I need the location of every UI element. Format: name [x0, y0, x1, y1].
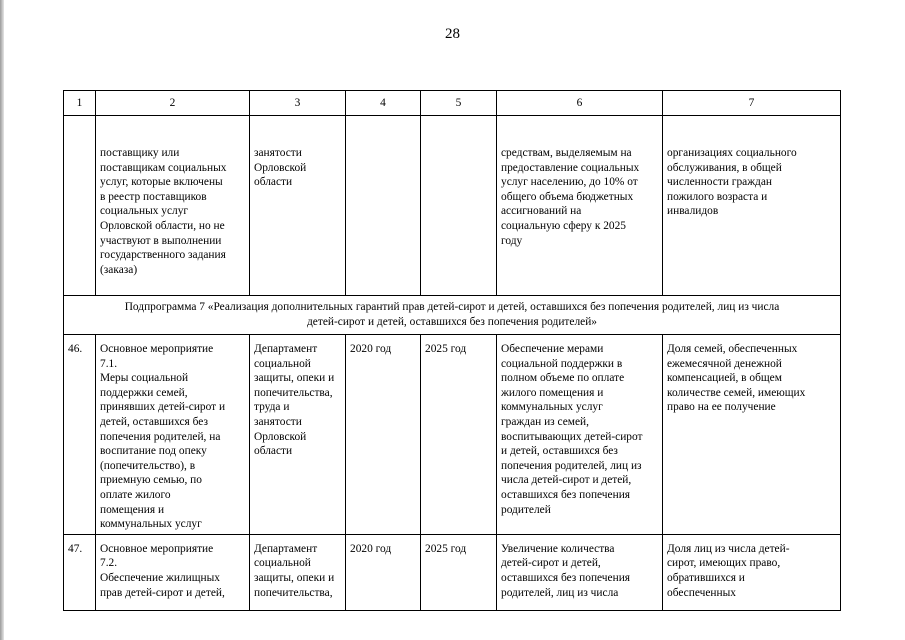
cell-text-line: обеспеченных	[667, 586, 736, 599]
executor-cell	[250, 534, 346, 610]
cell-text-line: Доля лиц из числа детей-	[667, 542, 790, 555]
cell-text-line: участвуют в выполнении	[100, 234, 222, 247]
cell-text-line: занятости	[254, 415, 302, 428]
cell-text-line: Доля семей, обеспеченных	[667, 343, 798, 355]
subprogram-row	[64, 296, 841, 335]
end-year-cell: 2025 год	[421, 335, 497, 535]
cell-text-line: социальную сферу к 2025	[501, 219, 627, 232]
table-header-row	[64, 91, 841, 116]
cell-text-line: ежемесячной денежной	[667, 357, 782, 370]
cell-text-line: поставщику или	[100, 147, 180, 159]
table-row	[64, 116, 841, 296]
cell-text-line: жилого помещения и	[501, 386, 604, 399]
cell-text-line: прав детей-сирот и детей,	[100, 586, 225, 599]
cell-text-line: 7.1.	[100, 357, 118, 370]
cell-text-line: социальной поддержки в	[501, 357, 623, 370]
cell-text-line: обратившихся и	[667, 571, 745, 584]
cell-text-line: воспитание под опеку	[100, 445, 207, 458]
cell-text-line: средствам, выделяемым на	[501, 147, 632, 159]
cell-text-line: поддержки семей,	[100, 386, 188, 399]
cell-text-line: услуг, которые включены	[100, 176, 223, 189]
cell-text-line: детей-сирот и детей,	[501, 557, 601, 570]
indicator-cell	[663, 116, 841, 296]
end-year-cell	[421, 116, 497, 296]
cell-text-line: право на ее получение	[667, 401, 776, 414]
cell-text-line: сирот, имеющих право,	[667, 557, 781, 570]
cell-text-line: (попечительство), в	[100, 459, 196, 472]
cell-text-line: попечения родителей, на	[100, 430, 221, 443]
cell-text-line: попечительства,	[254, 386, 333, 399]
header-cell: 5	[421, 91, 497, 116]
cell-text-line: в реестр поставщиков	[100, 190, 207, 203]
measure-cell	[96, 335, 250, 535]
header-cell: 3	[250, 91, 346, 116]
indicator-cell	[663, 534, 841, 610]
cell-text-line: полном объеме по оплате	[501, 372, 625, 385]
cell-text-line: (заказа)	[100, 263, 138, 276]
cell-text-line: родителей	[501, 503, 551, 516]
cell-text-line: оплате жилого	[100, 488, 171, 501]
cell-text-line: числа детей-сирот и детей,	[501, 474, 632, 487]
cell-text-line: области	[254, 445, 293, 458]
header-cell: 7	[663, 91, 841, 116]
scan-edge	[0, 0, 4, 640]
cell-text-line: Основное мероприятие	[100, 542, 214, 555]
cell-text-line: занятости	[254, 147, 302, 159]
cell-text-line: ассигнований на	[501, 205, 582, 218]
row-number-cell: 47.	[64, 534, 96, 610]
page-number: 28	[445, 26, 460, 42]
cell-text-line: компенсацией, в общем	[667, 372, 782, 385]
cell-text-line: Орловской	[254, 430, 307, 443]
header-cell: 1	[64, 91, 96, 116]
cell-text-line: социальной	[254, 557, 311, 570]
executor-cell	[250, 116, 346, 296]
row-number-cell	[64, 116, 96, 296]
cell-text-line: социальной	[254, 357, 311, 370]
cell-text-line: Обеспечение мерами	[501, 343, 604, 355]
cell-text-line: труда и	[254, 401, 290, 414]
cell-text-line: области	[254, 176, 293, 189]
cell-text-line: Департамент	[254, 542, 318, 555]
subprogram-title	[64, 296, 841, 335]
cell-text-line: Департамент	[254, 343, 318, 355]
cell-text-line: Орловской области, но не	[100, 219, 225, 232]
measure-cell	[96, 534, 250, 610]
executor-cell	[250, 335, 346, 535]
cell-text-line: предоставление социальных	[501, 161, 640, 174]
cell-text-line: попечительства,	[254, 586, 333, 599]
start-year-cell: 2020 год	[346, 534, 421, 610]
cell-text-line: защиты, опеки и	[254, 571, 335, 584]
cell-text-line: организациях социального	[667, 147, 797, 159]
cell-text-line: количестве семей, имеющих	[667, 386, 806, 399]
program-table	[63, 90, 841, 611]
start-year-cell	[346, 116, 421, 296]
expected-result-cell	[497, 335, 663, 535]
cell-text-line: граждан из семей,	[501, 415, 589, 428]
cell-text-line: воспитывающих детей-сирот	[501, 430, 643, 443]
cell-text-line: Меры социальной	[100, 372, 189, 385]
cell-text-line: оставшихся без попечения	[501, 571, 631, 584]
cell-text-line: коммунальных услуг	[501, 401, 603, 414]
end-year-cell: 2025 год	[421, 534, 497, 610]
cell-text-line: и детей, оставшихся без	[501, 445, 618, 458]
cell-text-line: детей-сирот и детей, оставшихся без попечения родителей»	[307, 316, 597, 328]
cell-text-line: Увеличение количества	[501, 542, 615, 555]
cell-text-line: принявших детей-сирот и	[100, 401, 226, 414]
cell-text-line: помещения и	[100, 503, 165, 516]
cell-text-line: обслуживания, в общей	[667, 161, 782, 174]
cell-text-line: оставшихся без попечения	[501, 488, 631, 501]
cell-text-line: Обеспечение жилищных	[100, 571, 220, 584]
expected-result-cell	[497, 116, 663, 296]
cell-text-line: детей, оставшихся без	[100, 415, 208, 428]
cell-text-line: Основное мероприятие	[100, 343, 214, 355]
cell-text-line: поставщикам социальных	[100, 161, 227, 174]
cell-text-line: попечения родителей, лиц из	[501, 459, 642, 472]
cell-text-line: Подпрограмма 7 «Реализация дополнительных гарантий прав детей-сирот и детей, оставшихся без попечения родителей, лиц из числа	[124, 301, 780, 314]
cell-text-line: инвалидов	[667, 205, 719, 218]
table-row	[64, 534, 841, 610]
cell-text-line: общего объема бюджетных	[501, 190, 634, 203]
cell-text-line: 7.2.	[100, 557, 118, 570]
start-year-cell: 2020 год	[346, 335, 421, 535]
cell-text-line: государственного задания	[100, 249, 226, 262]
table-row	[64, 335, 841, 535]
cell-text-line: численности граждан	[667, 176, 773, 189]
expected-result-cell	[497, 534, 663, 610]
indicator-cell	[663, 335, 841, 535]
cell-text-line: услуг населению, до 10% от	[501, 176, 638, 189]
cell-text-line: году	[501, 234, 523, 247]
cell-text-line: коммунальных услуг	[100, 518, 202, 531]
cell-text-line: пожилого возраста и	[667, 190, 768, 203]
cell-text-line: Орловской	[254, 161, 307, 174]
cell-text-line: социальных услуг	[100, 205, 189, 218]
header-cell: 2	[96, 91, 250, 116]
cell-text-line: родителей, лиц из числа	[501, 586, 619, 599]
cell-text-line: приемную семью, по	[100, 474, 202, 487]
measure-cell	[96, 116, 250, 296]
header-cell: 6	[497, 91, 663, 116]
cell-text-line: защиты, опеки и	[254, 372, 335, 385]
row-number-cell: 46.	[64, 335, 96, 535]
header-cell: 4	[346, 91, 421, 116]
